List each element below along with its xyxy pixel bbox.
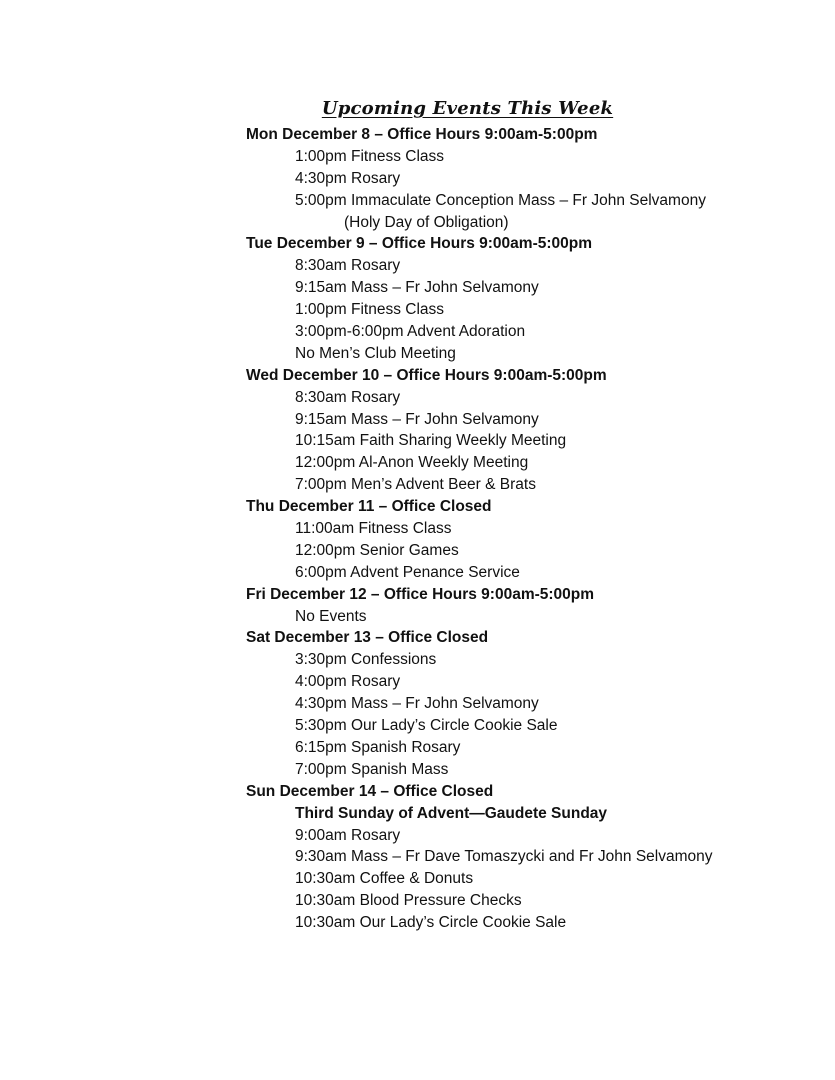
event-item: No Events xyxy=(295,607,367,625)
event-item: 5:00pm Immaculate Conception Mass – Fr John Selvamony xyxy=(295,191,706,209)
day-heading-wed: Wed December 10 – Office Hours 9:00am-5:00pm xyxy=(246,366,607,384)
weekly-schedule xyxy=(246,124,806,934)
sunday-highlight: Third Sunday of Advent—Gaudete Sunday xyxy=(295,804,608,822)
event-item: 10:30am Coffee & Donuts xyxy=(295,870,474,888)
event-item: No Men’s Club Meeting xyxy=(295,344,456,362)
event-item: 10:15am Faith Sharing Weekly Meeting xyxy=(295,432,567,450)
page-title: Upcoming Events This Week xyxy=(321,98,614,119)
event-item: 7:00pm Men’s Advent Beer & Brats xyxy=(295,476,536,494)
event-item: 12:00pm Senior Games xyxy=(295,541,459,559)
event-item: 1:00pm Fitness Class xyxy=(295,301,445,319)
event-item: 9:15am Mass – Fr John Selvamony xyxy=(295,410,539,428)
event-item: 6:15pm Spanish Rosary xyxy=(295,738,461,756)
event-item: 3:00pm-6:00pm Advent Adoration xyxy=(295,323,526,341)
event-item: 6:00pm Advent Penance Service xyxy=(295,563,520,581)
event-item: 9:00am Rosary xyxy=(295,826,401,844)
event-item: 9:15am Mass – Fr John Selvamony xyxy=(295,279,539,297)
event-item: 8:30am Rosary xyxy=(295,388,401,406)
event-item: 10:30am Blood Pressure Checks xyxy=(295,892,522,910)
event-item: 11:00am Fitness Class xyxy=(295,520,452,538)
event-item: 8:30am Rosary xyxy=(295,257,401,275)
day-heading-thu: Thu December 11 – Office Closed xyxy=(246,498,492,516)
day-heading-fri: Fri December 12 – Office Hours 9:00am-5:00pm xyxy=(246,585,595,603)
event-item: 10:30am Our Lady’s Circle Cookie Sale xyxy=(295,914,567,932)
day-heading-sat: Sat December 13 – Office Closed xyxy=(246,629,489,647)
event-item: 4:30pm Rosary xyxy=(295,169,401,187)
event-item: 4:30pm Mass – Fr John Selvamony xyxy=(295,695,539,713)
event-item: 9:30am Mass – Fr Dave Tomaszycki and Fr John Selvamony xyxy=(295,848,713,866)
day-heading-sun: Sun December 14 – Office Closed xyxy=(246,782,494,800)
event-item: 7:00pm Spanish Mass xyxy=(295,760,449,778)
event-item: 5:30pm Our Lady’s Circle Cookie Sale xyxy=(295,717,558,735)
event-note: (Holy Day of Obligation) xyxy=(344,213,509,231)
event-item: 12:00pm Al-Anon Weekly Meeting xyxy=(295,454,529,472)
day-heading-mon: Mon December 8 – Office Hours 9:00am-5:00pm xyxy=(246,126,598,143)
day-heading-tue: Tue December 9 – Office Hours 9:00am-5:00pm xyxy=(246,235,593,253)
event-item: 3:30pm Confessions xyxy=(295,651,437,669)
event-item: 1:00pm Fitness Class xyxy=(295,147,445,165)
event-item: 4:00pm Rosary xyxy=(295,673,401,691)
